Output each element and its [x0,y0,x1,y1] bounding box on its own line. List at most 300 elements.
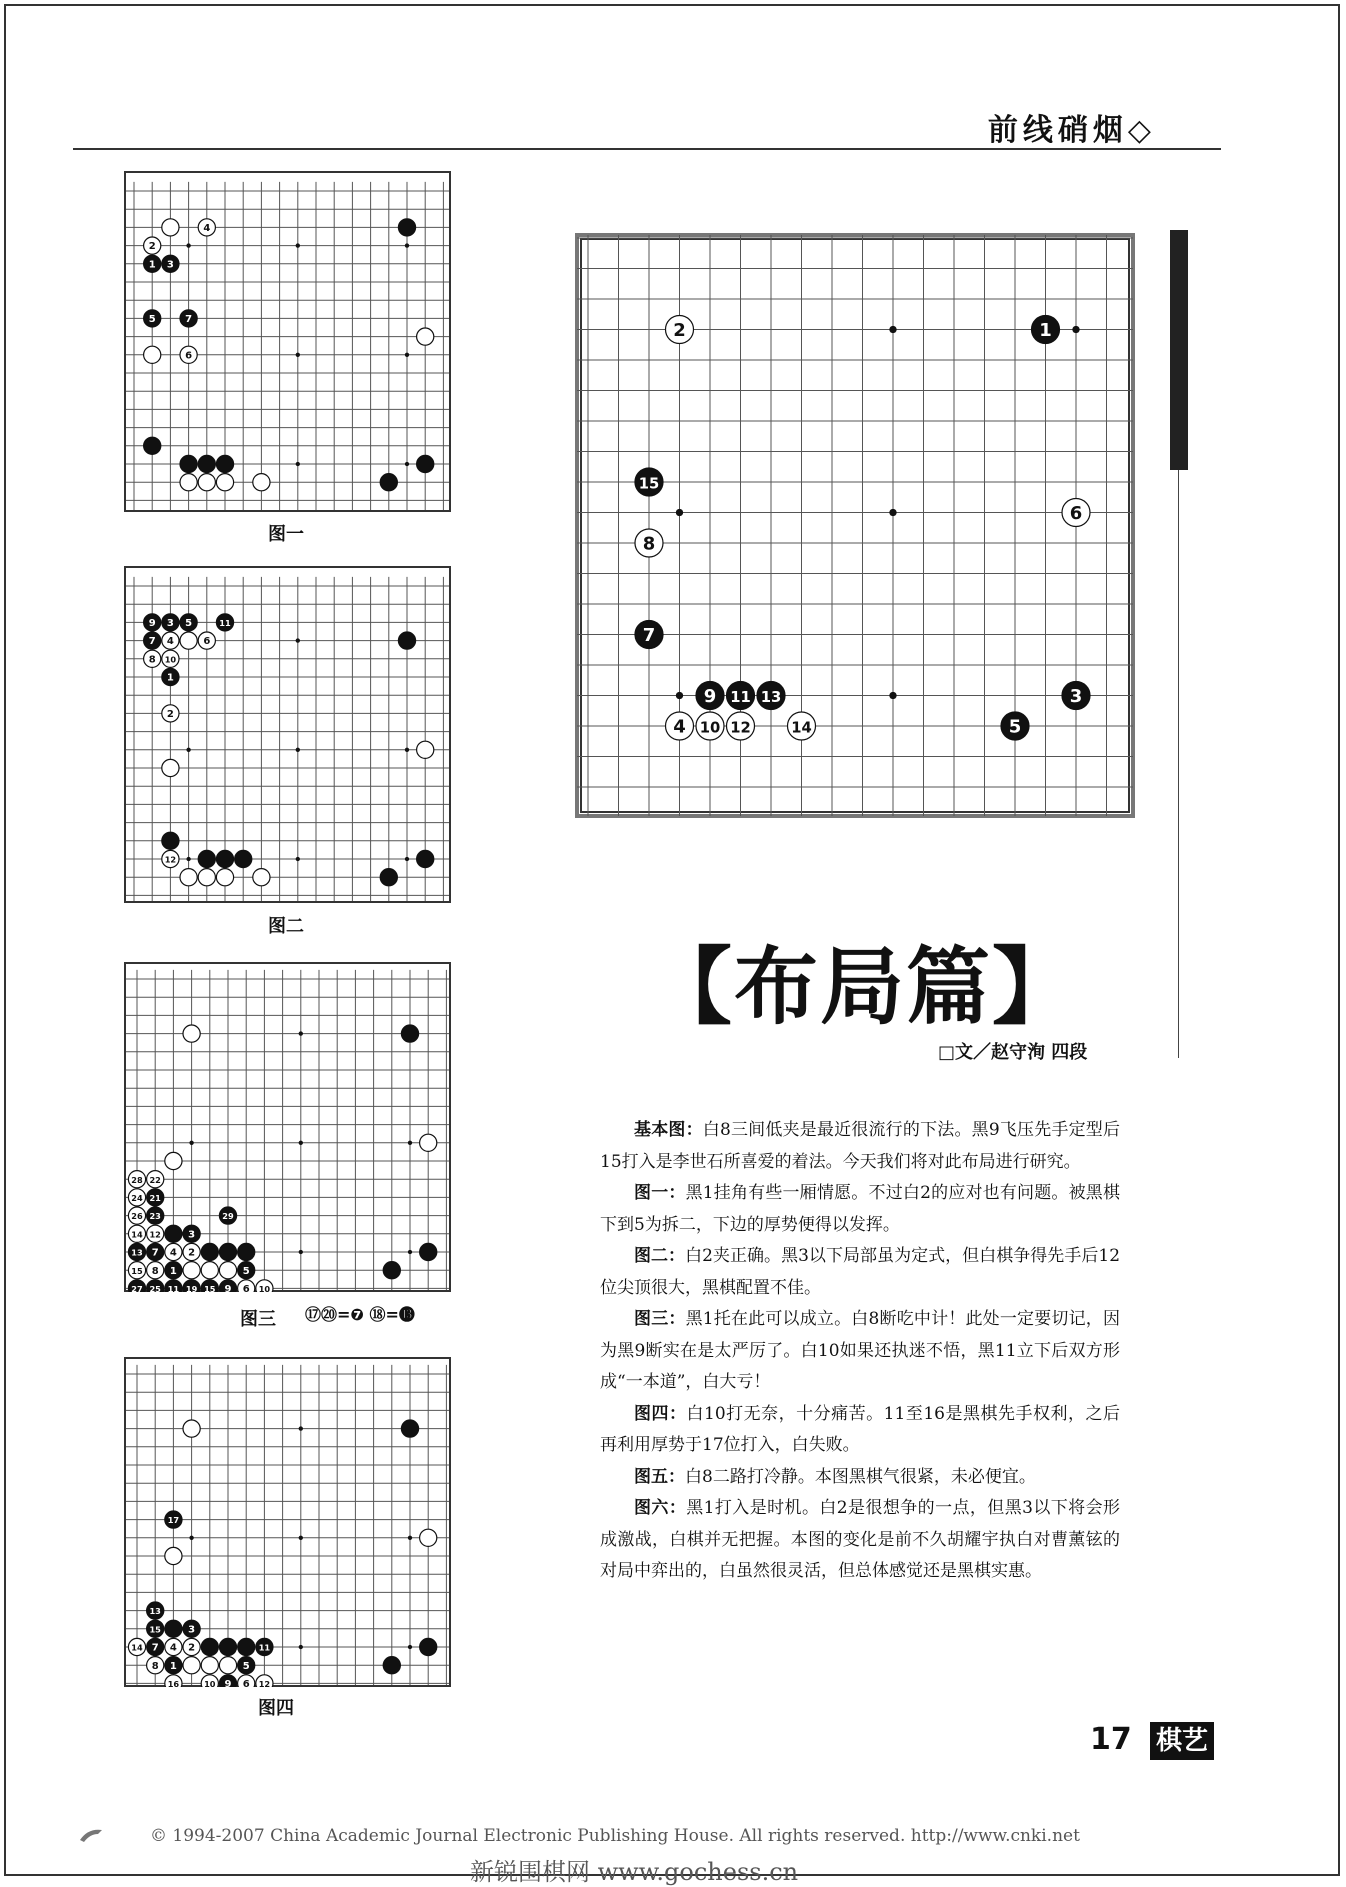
stone-number: 2 [673,319,686,341]
white-stone [180,346,197,363]
white-stone-disc [180,474,197,491]
white-stone [216,474,233,491]
white-stone [183,1243,200,1260]
star-point [408,1645,412,1649]
stone-number: 13 [131,1247,143,1258]
black-stone [1062,682,1090,710]
white-stone-disc [183,1262,200,1279]
stone-number: 4 [169,1247,177,1259]
black-stone-disc [198,455,215,472]
black-stone [201,1243,218,1260]
black-stone [383,1262,400,1279]
black-stone [162,668,179,685]
paragraph-label: 图五： [634,1466,685,1487]
white-stone-disc [165,1152,182,1169]
star-point [889,326,896,333]
black-stone [401,1025,418,1042]
star-point [408,1536,412,1540]
white-stone [180,474,197,491]
black-stone [417,455,434,472]
figure-3-note-text: ⑰⑳=❼ ⑱=⓭ [305,1305,415,1324]
star-point [1072,326,1079,333]
black-stone [219,1243,236,1260]
black-stone [165,1225,182,1242]
white-stone [238,1280,255,1292]
stone-number: 4 [673,716,686,738]
white-stone-disc [253,474,270,491]
black-stone [216,455,233,472]
black-stone [201,1638,218,1655]
paragraph-label: 图六： [634,1498,687,1518]
star-point [405,462,409,466]
white-stone-disc [417,741,434,758]
white-stone-disc [219,1657,236,1674]
stone-number: 10 [164,654,177,665]
stone-number: 3 [188,1624,196,1636]
star-point [405,353,409,357]
main-board-svg [575,233,1135,818]
stone-number: 4 [166,636,174,648]
black-stone [219,1280,236,1292]
white-stone [201,1262,218,1279]
white-stone [162,650,179,667]
stone-number: 12 [164,854,177,865]
stone-number: 14 [131,1642,143,1653]
white-stone [256,1675,273,1687]
white-stone [162,759,179,776]
white-stone [727,712,755,740]
black-stone-disc [238,1638,255,1655]
paragraph-label: 图一： [634,1183,686,1203]
black-stone [420,1638,437,1655]
black-stone [144,614,161,631]
stone-number: 3 [188,1229,196,1241]
black-stone-disc [201,1638,218,1655]
black-stone [219,1638,236,1655]
white-stone-disc [162,219,179,236]
black-stone [398,632,415,649]
article-body [600,1115,1120,1588]
black-stone [147,1189,164,1206]
paragraph-label: 基本图： [634,1120,703,1140]
stone-number: 13 [149,1606,161,1617]
star-point [299,1141,303,1145]
stone-number: 22 [149,1174,161,1185]
black-stone [727,682,755,710]
figure-1-svg [124,171,451,512]
stone-number: 12 [149,1229,161,1240]
white-stone-disc [417,328,434,345]
white-stone [165,1638,182,1655]
black-stone [256,1638,273,1655]
star-point [889,692,896,699]
black-stone-disc [401,1420,418,1437]
stone-number: 9 [224,1284,232,1292]
white-stone-disc [253,869,270,886]
black-stone [383,1657,400,1674]
black-stone [420,1243,437,1260]
star-point [186,243,190,247]
black-stone [635,468,663,496]
white-stone-disc [198,869,215,886]
black-stone-disc [398,219,415,236]
white-stone [144,346,161,363]
stone-number: 1 [169,1660,177,1672]
star-point [296,243,300,247]
paragraph-text: 白10打无奈，十分痛苦。11至16是黑棋先手权利，之后再利用厚势于17位打入，白失败。 [600,1403,1120,1455]
white-stone [128,1171,145,1188]
black-stone-disc [165,1225,182,1242]
white-stone [201,1657,218,1674]
white-stone-disc [420,1134,437,1151]
black-stone-disc [380,474,397,491]
black-stone [147,1243,164,1260]
stone-number: 6 [1069,502,1083,524]
white-stone [165,1547,182,1564]
black-stone [147,1280,164,1292]
white-stone [183,1262,200,1279]
white-stone-disc [420,1529,437,1546]
star-point [408,1250,412,1254]
star-point [676,692,683,699]
white-stone [183,1025,200,1042]
white-stone [180,869,197,886]
white-stone [253,474,270,491]
star-point [186,748,190,752]
paragraph-text: 白8二路打冷静。本图黑棋气很紧，未必便宜。 [685,1466,1036,1487]
figure-3-caption: 图三 [240,1309,276,1330]
stone-number: 11 [258,1642,271,1653]
stone-number: 8 [151,1265,159,1277]
white-stone-disc [219,1262,236,1279]
publisher-logo-icon [78,1826,108,1844]
white-stone-disc [216,869,233,886]
black-stone-disc [238,1243,255,1260]
stone-number: 7 [148,636,156,648]
stone-number: 28 [131,1174,143,1185]
stone-number: 5 [242,1660,250,1672]
white-stone [696,712,724,740]
black-stone [144,632,161,649]
black-stone [398,219,415,236]
black-stone [1001,712,1029,740]
black-stone [162,614,179,631]
black-stone-disc [398,632,415,649]
figure-2-caption: 图二 [268,916,304,937]
white-stone [198,219,215,236]
stone-number: 17 [167,1515,180,1526]
white-stone-disc [162,759,179,776]
stone-number: 25 [149,1284,161,1292]
stone-number: 12 [258,1679,271,1687]
black-stone [165,1511,182,1528]
white-stone-disc [183,1420,200,1437]
black-stone [417,850,434,867]
paragraph-text: 黑1托在此可以成立。白8断吃中计！此处一定要切记，因为黑9断实在是太严厉了。白10如果还执迷不悟，黑11立下后双方形成“一本道”，白大亏！ [600,1309,1120,1392]
black-stone [757,682,785,710]
stone-number: 15 [131,1265,143,1276]
paragraph [600,1462,1120,1494]
black-stone [165,1620,182,1637]
white-stone [198,632,215,649]
white-stone [162,850,179,867]
black-stone-disc [216,455,233,472]
stone-number: 10 [258,1284,271,1292]
paragraph [600,1115,1120,1178]
main-go-board [575,233,1135,818]
page-number: 17 [1090,1722,1132,1757]
stone-number: 7 [642,624,656,646]
magazine-name: 棋艺 [1150,1722,1214,1760]
stone-number: 16 [167,1679,180,1687]
white-stone [183,1638,200,1655]
stone-number: 5 [1008,716,1022,738]
black-stone [165,1280,182,1292]
white-stone-disc [165,1547,182,1564]
black-stone [147,1638,164,1655]
black-stone-disc [383,1657,400,1674]
black-stone [144,255,161,272]
black-stone [165,1657,182,1674]
black-stone [635,621,663,649]
stone-number: 3 [166,259,174,271]
stone-number: 7 [151,1247,159,1259]
paragraph [600,1399,1120,1462]
star-point [186,857,190,861]
white-stone [666,712,694,740]
stone-number: 21 [149,1193,161,1203]
star-point [296,353,300,357]
stone-number: 6 [242,1284,250,1292]
stone-number: 29 [222,1211,234,1222]
black-stone-disc [380,869,397,886]
stone-number: 7 [185,314,193,325]
star-point [405,857,409,861]
stone-number: 14 [791,719,812,737]
white-stone [219,1657,236,1674]
stone-number: 11 [219,618,231,628]
black-stone [180,310,197,327]
stone-number: 11 [730,688,751,706]
white-stone [253,869,270,886]
stone-number: 7 [151,1642,159,1654]
stone-number: 10 [699,719,721,737]
black-stone [180,614,197,631]
white-stone [128,1262,145,1279]
section-title: 前线硝烟◇ [987,113,1156,148]
star-point [408,1141,412,1145]
star-point [676,509,683,516]
white-stone [183,1420,200,1437]
figure-1-caption: 图一 [268,524,304,545]
black-stone [144,437,161,454]
white-stone-disc [216,474,233,491]
white-stone-disc [183,1657,200,1674]
black-stone [147,1602,164,1619]
stone-number: 2 [166,709,174,720]
white-stone-disc [198,474,215,491]
header-rule [73,148,1221,150]
black-stone [128,1243,145,1260]
white-stone-disc [183,1025,200,1042]
stone-number: 24 [131,1193,143,1203]
figure-4-svg [124,1357,451,1687]
black-stone [128,1280,145,1292]
black-stone-disc [165,1620,182,1637]
white-stone-disc [201,1262,218,1279]
stone-number: 15 [638,475,660,493]
figure-4-caption: 图四 [258,1698,294,1719]
black-stone [183,1225,200,1242]
white-stone [256,1280,273,1292]
paragraph [600,1304,1120,1399]
black-stone [201,1280,218,1292]
black-stone-disc [201,1243,218,1260]
white-stone [417,328,434,345]
figure-2-svg [124,566,451,903]
paragraph-text: 白8三间低夹是最近很流行的下法。黑9飞压先手定型后15打入是李世石所喜爱的着法。今天我们将对此布局进行研究。 [600,1120,1120,1172]
white-stone-disc [180,869,197,886]
figure-3-svg [124,962,451,1292]
stone-number: 15 [204,1284,216,1292]
stone-number: 9 [703,685,717,707]
stone-number: 11 [167,1284,180,1292]
white-stone [198,869,215,886]
star-point [189,1536,193,1540]
stone-number: 6 [242,1679,250,1687]
star-point [189,1141,193,1145]
black-stone-disc [235,850,252,867]
black-stone [238,1638,255,1655]
white-stone [238,1675,255,1687]
black-stone [183,1620,200,1637]
stone-number: 4 [169,1642,177,1654]
stone-number: 1 [166,672,174,684]
white-stone [216,869,233,886]
star-point [299,1426,303,1430]
black-stone-disc [420,1638,437,1655]
black-stone-disc [383,1262,400,1279]
stone-number: 23 [149,1211,161,1222]
stone-number: 15 [149,1624,161,1635]
black-stone-disc [401,1025,418,1042]
star-point [299,1536,303,1540]
white-stone [201,1675,218,1687]
black-stone [235,850,252,867]
stone-number: 8 [642,533,656,555]
stone-number: 6 [203,636,211,648]
star-point [299,1250,303,1254]
white-stone [162,705,179,722]
paragraph [600,1241,1120,1304]
paragraph-label: 图四： [634,1403,687,1424]
black-stone-disc [144,437,161,454]
black-stone [183,1280,200,1292]
white-stone [147,1262,164,1279]
stone-number: 10 [204,1679,216,1687]
paragraph-text: 黑1打入是时机。白2是很想争的一点，但黑3以下将会形成激战，白棋并无把握。本图的变化是前不久胡耀宇执白对曹薰铉的对局中弈出的，白虽然很灵活，但总体感觉还是黑棋实惠。 [600,1498,1121,1581]
white-stone [420,1529,437,1546]
white-stone [147,1657,164,1674]
black-stone [238,1262,255,1279]
white-stone [219,1262,236,1279]
figure-3-note [305,1302,415,1325]
black-stone [165,1262,182,1279]
white-stone [198,474,215,491]
white-stone [128,1225,145,1242]
white-stone-disc [144,346,161,363]
white-stone [666,316,694,344]
black-stone [219,1207,236,1224]
stone-number: 26 [131,1211,143,1222]
white-stone [147,1171,164,1188]
black-stone [180,455,197,472]
white-stone [420,1134,437,1151]
stone-number: 12 [730,719,751,737]
black-stone-disc [219,1638,236,1655]
white-stone [165,1243,182,1260]
white-stone [183,1657,200,1674]
stone-number: 1 [169,1265,177,1277]
black-stone-disc [162,832,179,849]
black-stone-disc [417,850,434,867]
black-stone-disc [219,1243,236,1260]
star-point [296,638,300,642]
black-stone [401,1420,418,1437]
white-stone [147,1225,164,1242]
black-stone-disc [180,455,197,472]
stone-number: 27 [131,1284,143,1292]
stone-number: 13 [760,688,782,706]
copyright-notice: © 1994-2007 China Academic Journal Electronic Publishing House. All rights reserved. http://www.cnki.net [150,1826,1080,1846]
stone-number: 14 [131,1229,143,1240]
black-stone [198,455,215,472]
paragraph-text: 白2夹正确。黑3以下局部虽为定式，但白棋争得先手后12位尖顶很大，黑棋配置不佳。 [600,1246,1121,1298]
stone-number: 2 [188,1642,196,1654]
black-stone-disc [417,455,434,472]
white-stone [165,1675,182,1687]
white-stone [417,741,434,758]
article-author: □文／赵守洵 四段 [938,1042,1088,1063]
white-stone [128,1189,145,1206]
black-stone [147,1620,164,1637]
black-stone [219,1675,236,1687]
black-stone [1032,316,1060,344]
stone-number: 2 [188,1247,196,1259]
white-stone [788,712,816,740]
white-stone [144,237,161,254]
white-stone [162,632,179,649]
black-stone [198,850,215,867]
black-stone [162,832,179,849]
figure-3-board [124,962,451,1292]
white-stone [1062,499,1090,527]
paragraph [600,1493,1120,1588]
white-stone-disc [201,1657,218,1674]
paragraph-text: 黑1挂角有些一厢情愿。不过白2的应对也有问题。被黑棋下到5为拆二，下边的厚势便得以发挥。 [600,1183,1120,1235]
white-stone-disc [180,632,197,649]
star-point [299,1031,303,1035]
black-stone [380,869,397,886]
white-stone [635,529,663,557]
stone-number: 5 [242,1265,250,1277]
black-stone [216,850,233,867]
stone-number: 5 [185,618,193,629]
side-tab [1170,230,1188,470]
stone-number: 1 [148,259,156,271]
stone-number: 9 [148,618,156,629]
stone-number: 1 [1039,319,1052,341]
